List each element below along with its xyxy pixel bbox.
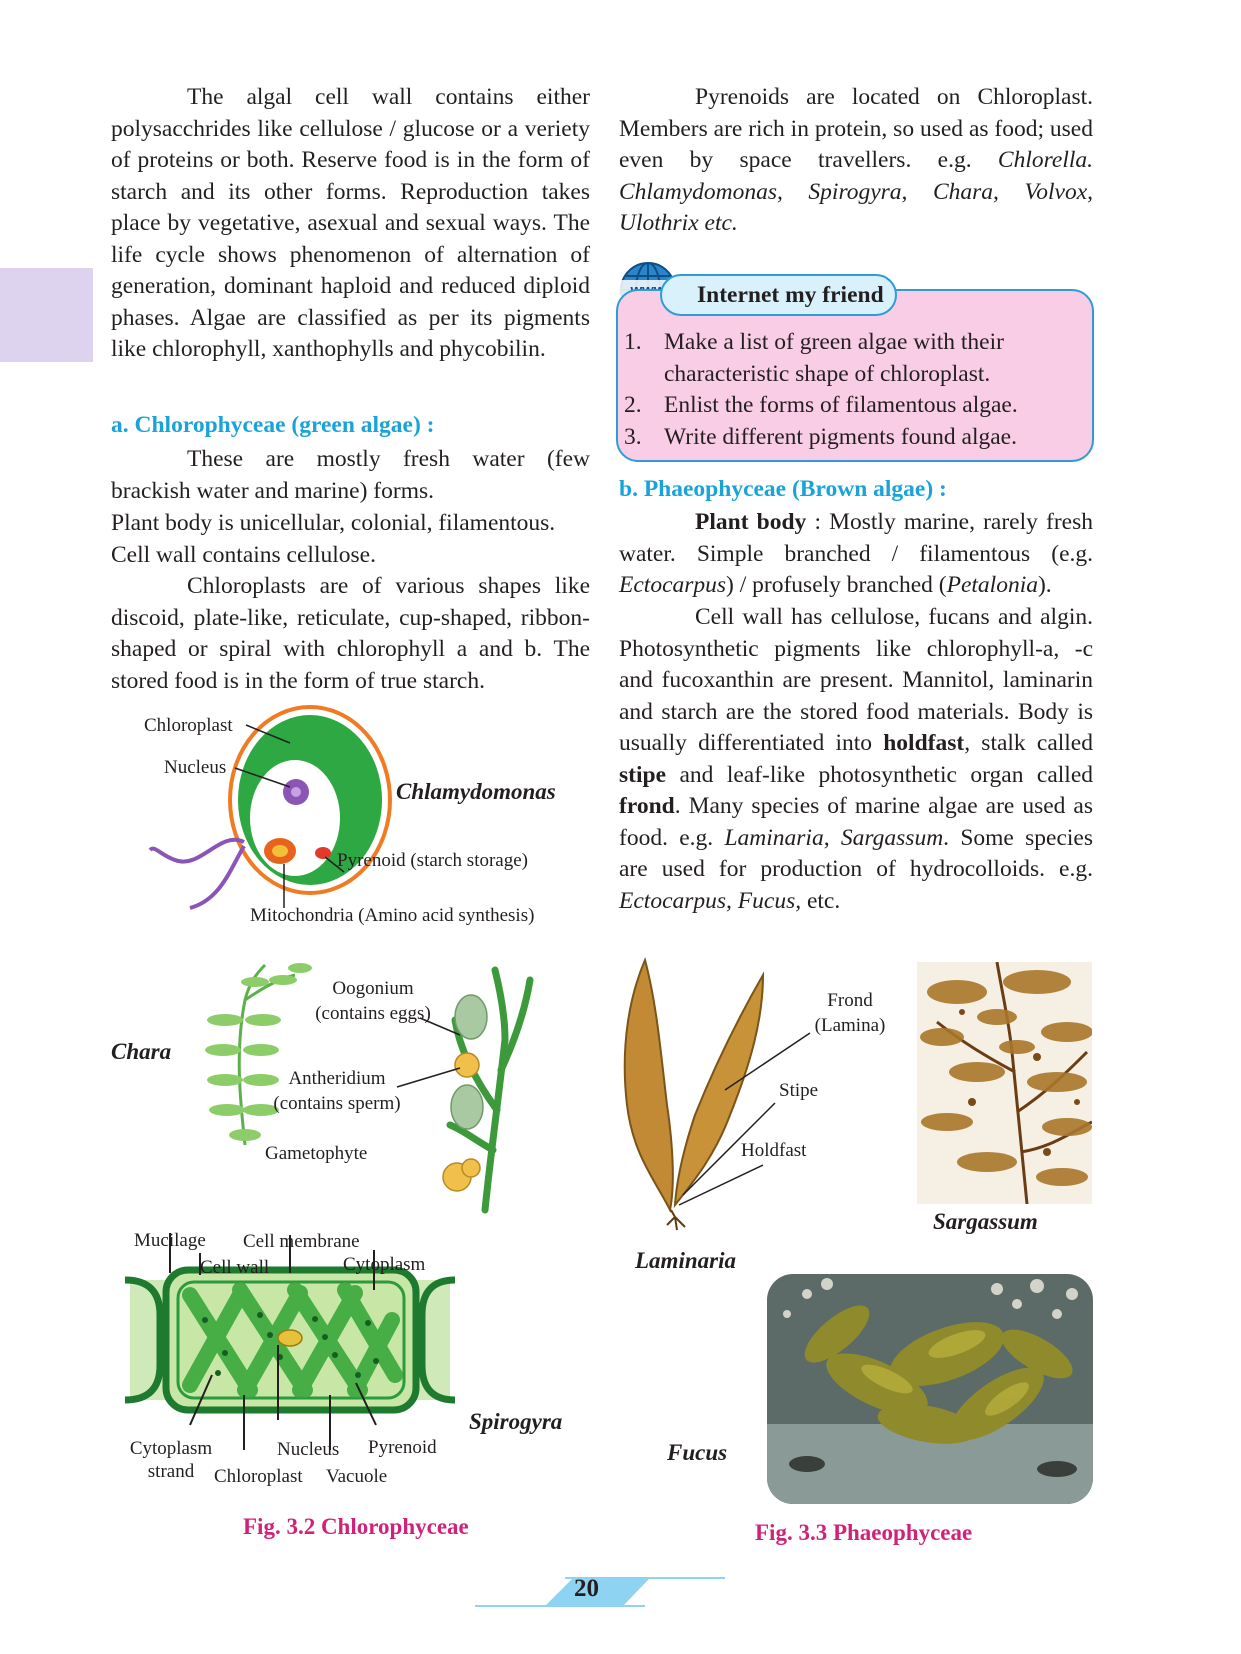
nucleus-label: Nucleus bbox=[164, 757, 227, 778]
holdfast-label: Holdfast bbox=[741, 1140, 807, 1161]
list-item bbox=[624, 327, 1090, 390]
internet-activity-list bbox=[624, 327, 1090, 453]
mucilage-label: Mucilage bbox=[134, 1230, 206, 1251]
petalonia-term: Petalonia bbox=[946, 572, 1038, 598]
pyrenoid-text: Pyrenoids are located on Chloroplast. Members are rich in protein, so used as food; used even by space travellers. e.g. bbox=[619, 84, 1093, 173]
list-number: 2. bbox=[624, 392, 642, 418]
plant-body-text: : Mostly marine, rarely fresh water. Simple branched / filamentous (e.g. bbox=[619, 509, 1094, 567]
antheridium-label: Antheridium bbox=[288, 1068, 386, 1089]
plant-body-text: ) / profusely branched ( bbox=[726, 572, 947, 598]
spirogyra-nucleus-label: Nucleus bbox=[277, 1439, 340, 1460]
antheridium-note: (contains sperm) bbox=[273, 1093, 401, 1114]
cell-wall-text: . Many species of marine algae are used as food. e.g. bbox=[619, 793, 1093, 851]
laminaria-title: Laminaria bbox=[635, 1248, 736, 1273]
cytoplasm-strand-label: Cytoplasm bbox=[129, 1438, 213, 1459]
page-number: 20 bbox=[574, 1575, 599, 1602]
page-number-banner bbox=[475, 1575, 735, 1609]
intro-paragraph: The algal cell wall contains either polysacchrides like cellulose / glucose or a veriety of proteins or both. Reserve food is in the form of starch and its other forms. Reproduction takes place by vegetative, asexual and sexual ways. The life cycle shows phenomenon of alternation of generation, dominant haploid and reduced diploid phases. Algae are classified as per its pigments like chlorophyll, xanthophylls and phycobilin. bbox=[111, 84, 590, 362]
pyrenoid-paragraph bbox=[619, 82, 1093, 240]
vacuole-label: Vacuole bbox=[326, 1466, 388, 1487]
list-number: 3. bbox=[624, 423, 642, 450]
chlamydomonas-title: Chlamydomonas bbox=[396, 779, 556, 804]
internet-my-friend-title: Internet my friend bbox=[697, 282, 884, 308]
chara-title: Chara bbox=[111, 1039, 172, 1064]
phaeophyceae-cell-wall-paragraph bbox=[619, 602, 1093, 917]
list-item bbox=[624, 390, 1090, 422]
chapter-side-tab bbox=[0, 268, 93, 362]
holdfast-term: holdfast bbox=[883, 730, 965, 756]
chlorophyceae-chloroplast-paragraph: Chloroplasts are of various shapes like discoid, plate-like, reticulate, cup-shaped, ribbon-shaped or spiral with chlorophyll a and b. The stored food is in the form of true starch. bbox=[111, 573, 590, 694]
list-text: Write different pigments found algae. bbox=[664, 423, 1017, 450]
cell-wall-label: Cell wall bbox=[200, 1257, 270, 1278]
fucus-title: Fucus bbox=[667, 1440, 728, 1465]
cell-wall-text: , bbox=[823, 824, 841, 851]
figure-3-3-caption: Fig. 3.3 Phaeophyceae bbox=[755, 1520, 973, 1545]
phaeophyceae-plant-body-paragraph bbox=[619, 507, 1093, 602]
spirogyra-pyrenoid-label: Pyrenoid bbox=[368, 1437, 437, 1458]
sargassum-term: Sargassum bbox=[840, 824, 944, 851]
oogonium-note: (contains eggs) bbox=[315, 1003, 431, 1024]
pyrenoid-label: Pyrenoid (starch storage) bbox=[337, 850, 528, 871]
laminaria-term: Laminaria bbox=[724, 824, 824, 851]
oogonium-label: Oogonium bbox=[332, 978, 414, 999]
spirogyra-chloroplast-label: Chloroplast bbox=[214, 1466, 303, 1487]
mitochondria-label: Mitochondria (Amino acid synthesis) bbox=[250, 905, 535, 926]
figure-3-2-caption: Fig. 3.2 Chlorophyceae bbox=[243, 1514, 469, 1539]
cell-wall-text: Cell wall has cellulose, fucans and algin. Photosynthetic pigments like chlorophyll-a, -c and fucoxanthin are present. Mannitol, laminarin and starch are the stored food materials. Body is usually differentiated into bbox=[619, 604, 1093, 756]
chlorophyceae-cell-wall-paragraph: Cell wall contains cellulose. bbox=[111, 542, 376, 568]
plant-body-text: ). bbox=[1037, 572, 1052, 598]
cell-membrane-label: Cell membrane bbox=[243, 1231, 360, 1252]
list-text: Make a list of green algae with their characteristic shape of chloroplast. bbox=[664, 329, 1004, 387]
sargassum-title: Sargassum bbox=[933, 1209, 1038, 1234]
cytoplasm-strand-note: strand bbox=[147, 1461, 195, 1482]
chlorophyceae-plant-body-paragraph: Plant body is unicellular, colonial, filamentous. bbox=[111, 510, 556, 536]
heading-chlorophyceae: a. Chlorophyceae (green algae) : bbox=[111, 412, 435, 438]
list-number: 1. bbox=[624, 329, 642, 355]
frond-label: Frond bbox=[827, 990, 873, 1011]
hydrocolloid-examples: Ectocarpus, Fucus, bbox=[619, 887, 802, 914]
stipe-label: Stipe bbox=[779, 1080, 819, 1101]
frond-term: frond bbox=[619, 793, 675, 819]
sargassum-photo bbox=[917, 962, 1092, 1204]
spirogyra-title: Spirogyra bbox=[469, 1409, 563, 1434]
chloroplast-label: Chloroplast bbox=[144, 715, 233, 736]
cell-wall-text: . Some species are used for production of hydrocolloids. e.g. bbox=[619, 824, 1094, 882]
cell-wall-text: , stalk called bbox=[964, 730, 1093, 756]
pyrenoid-examples: Chlorella. Chlamydomonas, Spirogyra, Chara, Volvox, Ulothrix etc. bbox=[619, 147, 1093, 236]
lamina-note: (Lamina) bbox=[814, 1015, 886, 1036]
ectocarpus-term: Ectocarpus bbox=[619, 572, 727, 598]
cytoplasm-label: Cytoplasm bbox=[343, 1254, 426, 1275]
internet-my-friend-title-pill bbox=[660, 274, 897, 316]
stipe-term: stipe bbox=[619, 761, 666, 788]
list-item bbox=[624, 422, 1090, 454]
cell-wall-text: etc. bbox=[801, 887, 841, 914]
heading-phaeophyceae: b. Phaeophyceae (Brown algae) : bbox=[619, 476, 947, 502]
fucus-photo bbox=[767, 1274, 1093, 1504]
gametophyte-label: Gametophyte bbox=[265, 1143, 368, 1164]
list-text: Enlist the forms of filamentous algae. bbox=[664, 392, 1018, 418]
plant-body-term: Plant body bbox=[695, 509, 807, 535]
chlorophyceae-habitat-paragraph: These are mostly fresh water (few brackish water and marine) forms. bbox=[111, 446, 590, 504]
cell-wall-text: and leaf-like photosynthetic organ called bbox=[666, 761, 1093, 788]
